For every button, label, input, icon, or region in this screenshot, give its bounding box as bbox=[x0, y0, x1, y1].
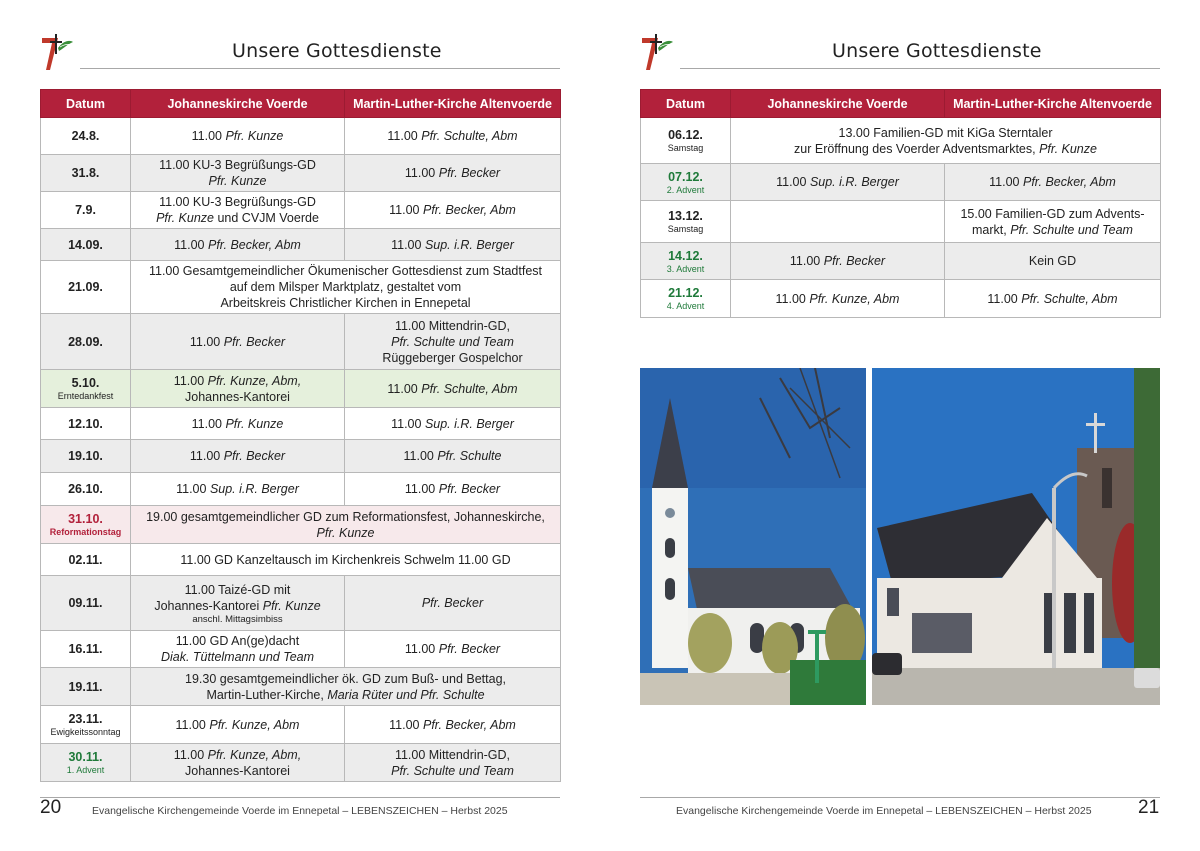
martin-luther-kirche-photo bbox=[872, 368, 1160, 705]
row-date: 02.11. bbox=[41, 544, 131, 576]
footer-text: Evangelische Kirchengemeinde Voerde im Ennepetal – LEBENSZEICHEN – Herbst 2025 bbox=[92, 805, 508, 817]
row-date: 26.10. bbox=[41, 473, 131, 506]
row-martin-luther: Pfr. Becker bbox=[345, 576, 561, 631]
page-number: 20 bbox=[40, 797, 62, 818]
row-date: 21.12. 4. Advent bbox=[641, 280, 731, 318]
row-johanneskirche: 11.00 Pfr. Kunze, Abm, Johannes-Kantorei bbox=[131, 744, 345, 782]
row-martin-luther: 11.00 Pfr. Schulte, Abm bbox=[345, 118, 561, 155]
page-number: 21 bbox=[1138, 797, 1160, 818]
row-johanneskirche: 11.00 Pfr. Becker, Abm bbox=[131, 229, 345, 261]
row-martin-luther: 11.00 Pfr. Becker, Abm bbox=[345, 706, 561, 744]
row-martin-luther: 11.00 Mittendrin-GD, Pfr. Schulte und Team Rüggeberger Gospelchor bbox=[345, 314, 561, 370]
footer-text: Evangelische Kirchengemeinde Voerde im Ennepetal – LEBENSZEICHEN – Herbst 2025 bbox=[676, 805, 1092, 817]
row-martin-luther: 11.00 Pfr. Becker bbox=[345, 155, 561, 192]
row-date: 12.10. bbox=[41, 408, 131, 440]
row-date: 19.10. bbox=[41, 440, 131, 473]
row-martin-luther: 11.00 Pfr. Becker bbox=[345, 473, 561, 506]
table-row bbox=[41, 408, 561, 440]
table-row bbox=[641, 164, 1161, 201]
page-title: Unsere Gottesdienste bbox=[832, 40, 1042, 62]
table-row bbox=[41, 261, 561, 314]
table-row bbox=[41, 440, 561, 473]
row-johanneskirche: 11.00 Pfr. Kunze bbox=[131, 118, 345, 155]
church-logo-icon bbox=[38, 28, 74, 72]
row-martin-luther: 11.00 Pfr. Schulte, Abm bbox=[945, 280, 1161, 318]
row-date: 23.11. Ewigkeitssonntag bbox=[41, 706, 131, 744]
row-johanneskirche: 11.00 Pfr. Kunze bbox=[131, 408, 345, 440]
row-martin-luther: 11.00 Pfr. Schulte bbox=[345, 440, 561, 473]
church-logo-icon bbox=[638, 28, 674, 72]
header-martin-luther-kirche: Martin-Luther-Kirche Altenvoerde bbox=[345, 90, 561, 118]
service-schedule-table bbox=[640, 89, 1161, 318]
row-date: 31.10. Reformationstag bbox=[41, 506, 131, 544]
row-date: 14.09. bbox=[41, 229, 131, 261]
table-row bbox=[41, 192, 561, 229]
row-combined-service: 19.00 gesamtgemeindlicher GD zum Reformationsfest, Johanneskirche, Pfr. Kunze bbox=[131, 506, 561, 544]
row-johanneskirche bbox=[731, 201, 945, 243]
row-martin-luther: 11.00 Pfr. Becker, Abm bbox=[945, 164, 1161, 201]
table-header-row bbox=[641, 90, 1161, 118]
row-date: 28.09. bbox=[41, 314, 131, 370]
row-date: 7.9. bbox=[41, 192, 131, 229]
table-row bbox=[41, 370, 561, 408]
row-date: 31.8. bbox=[41, 155, 131, 192]
row-date: 07.12. 2. Advent bbox=[641, 164, 731, 201]
row-johanneskirche: 11.00 Sup. i.R. Berger bbox=[731, 164, 945, 201]
footer-divider bbox=[40, 797, 560, 798]
row-date: 21.09. bbox=[41, 261, 131, 314]
table-row bbox=[41, 506, 561, 544]
row-martin-luther: 11.00 Sup. i.R. Berger bbox=[345, 408, 561, 440]
row-date: 24.8. bbox=[41, 118, 131, 155]
row-johanneskirche: 11.00 Sup. i.R. Berger bbox=[131, 473, 345, 506]
header-date: Datum bbox=[41, 90, 131, 118]
header-martin-luther-kirche: Martin-Luther-Kirche Altenvoerde bbox=[945, 90, 1161, 118]
row-johanneskirche: 11.00 Pfr. Becker bbox=[131, 314, 345, 370]
title-divider bbox=[80, 68, 560, 69]
row-johanneskirche: 11.00 Taizé-GD mit Johannes-Kantorei Pfr. Kunze anschl. Mittagsimbiss bbox=[131, 576, 345, 631]
service-schedule-table bbox=[40, 89, 561, 782]
row-martin-luther: 11.00 Pfr. Schulte, Abm bbox=[345, 370, 561, 408]
row-date: 14.12. 3. Advent bbox=[641, 243, 731, 280]
row-martin-luther: 15.00 Familien-GD zum Advents- markt, Pfr. Schulte und Team bbox=[945, 201, 1161, 243]
row-johanneskirche: 11.00 Pfr. Kunze, Abm bbox=[731, 280, 945, 318]
row-combined-service: 19.30 gesamtgemeindlicher ök. GD zum Buß- und Bettag, Martin-Luther-Kirche, Maria Rüter und Pfr. Schulte bbox=[131, 668, 561, 706]
table-row bbox=[641, 243, 1161, 280]
page-title: Unsere Gottesdienste bbox=[232, 40, 442, 62]
header-date: Datum bbox=[641, 90, 731, 118]
row-martin-luther: Kein GD bbox=[945, 243, 1161, 280]
row-martin-luther: 11.00 Pfr. Becker bbox=[345, 631, 561, 668]
row-johanneskirche: 11.00 Pfr. Kunze, Abm, Johannes-Kantorei bbox=[131, 370, 345, 408]
row-johanneskirche: 11.00 Pfr. Becker bbox=[131, 440, 345, 473]
table-row bbox=[41, 744, 561, 782]
table-row bbox=[41, 544, 561, 576]
table-row bbox=[41, 314, 561, 370]
row-combined-service: 11.00 GD Kanzeltausch im Kirchenkreis Schwelm 11.00 GD bbox=[131, 544, 561, 576]
table-row bbox=[41, 155, 561, 192]
row-date: 19.11. bbox=[41, 668, 131, 706]
table-row bbox=[41, 631, 561, 668]
row-date: 16.11. bbox=[41, 631, 131, 668]
table-row bbox=[641, 280, 1161, 318]
row-date: 5.10. Erntedankfest bbox=[41, 370, 131, 408]
header-johanneskirche: Johanneskirche Voerde bbox=[131, 90, 345, 118]
table-row bbox=[41, 473, 561, 506]
header-johanneskirche: Johanneskirche Voerde bbox=[731, 90, 945, 118]
row-johanneskirche: 11.00 KU-3 Begrüßungs-GD Pfr. Kunze und CVJM Voerde bbox=[131, 192, 345, 229]
row-martin-luther: 11.00 Pfr. Becker, Abm bbox=[345, 192, 561, 229]
row-johanneskirche: 11.00 Pfr. Becker bbox=[731, 243, 945, 280]
table-row bbox=[41, 668, 561, 706]
row-johanneskirche: 11.00 GD An(ge)dacht Diak. Tüttelmann und Team bbox=[131, 631, 345, 668]
table-row bbox=[41, 576, 561, 631]
row-date: 09.11. bbox=[41, 576, 131, 631]
table-row bbox=[41, 118, 561, 155]
row-martin-luther: 11.00 Mittendrin-GD, Pfr. Schulte und Team bbox=[345, 744, 561, 782]
row-date: 13.12. Samstag bbox=[641, 201, 731, 243]
row-martin-luther: 11.00 Sup. i.R. Berger bbox=[345, 229, 561, 261]
church-photos bbox=[640, 368, 1160, 705]
table-row bbox=[641, 201, 1161, 243]
row-johanneskirche: 11.00 KU-3 Begrüßungs-GD Pfr. Kunze bbox=[131, 155, 345, 192]
row-combined-service: 13.00 Familien-GD mit KiGa Sterntaler zur Eröffnung des Voerder Adventsmarktes, Pfr. Kunze bbox=[731, 118, 1161, 164]
right-page bbox=[600, 0, 1200, 851]
table-row bbox=[641, 118, 1161, 164]
row-johanneskirche: 11.00 Pfr. Kunze, Abm bbox=[131, 706, 345, 744]
row-combined-service: 11.00 Gesamtgemeindlicher Ökumenischer Gottesdienst zum Stadtfest auf dem Milsper Marktplatz, gestaltet vom Arbeitskreis Christlicher Kirchen in Ennepetal bbox=[131, 261, 561, 314]
footer-divider bbox=[640, 797, 1160, 798]
row-date: 06.12. Samstag bbox=[641, 118, 731, 164]
row-date: 30.11. 1. Advent bbox=[41, 744, 131, 782]
johanneskirche-photo bbox=[640, 368, 866, 705]
table-row bbox=[41, 229, 561, 261]
table-header-row bbox=[41, 90, 561, 118]
table-row bbox=[41, 706, 561, 744]
title-divider bbox=[680, 68, 1160, 69]
